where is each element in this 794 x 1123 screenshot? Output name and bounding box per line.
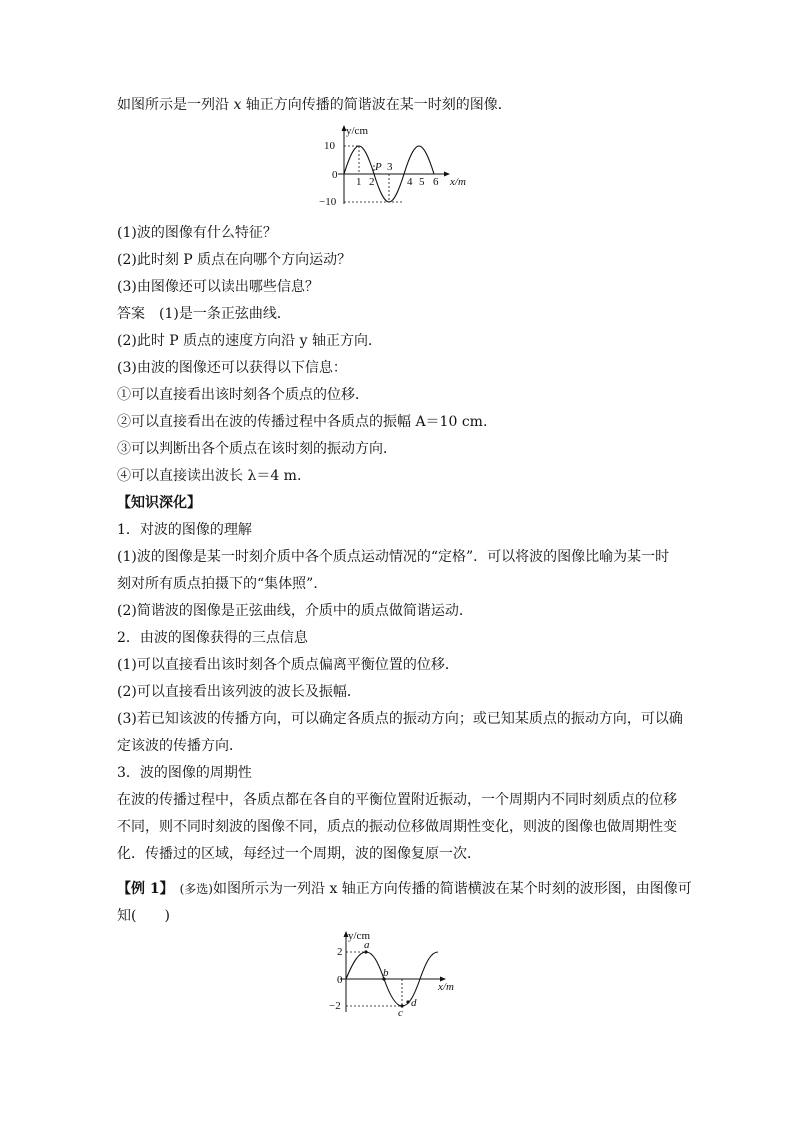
label-a: a <box>364 939 370 951</box>
intro-var-x: x <box>233 97 242 113</box>
example-line-1 <box>117 880 692 898</box>
x-axis-label: x/m <box>450 176 466 188</box>
answer-line-2: (2)此时 P 质点的速度方向沿 y 轴正方向． <box>117 333 382 349</box>
question-1: (1)波的图像有什么特征？ <box>117 225 277 241</box>
knowledge-header: 【知识深化】 <box>117 495 201 511</box>
section-3-para-2: 不同，则不同时刻波的图像不同，质点的振动位移做周期性变化，则波的图像也做周期性变 <box>117 819 677 835</box>
y-tick-0: 0 <box>332 169 338 181</box>
x-tick-5: 5 <box>419 176 425 188</box>
y-tick-10: 10 <box>324 140 335 152</box>
section-2-para-2: (2)可以直接看出该列波的波长及振幅． <box>117 684 361 700</box>
question-3: (3)由图像还可以读出哪些信息？ <box>117 279 319 295</box>
answer-label: 答案 <box>117 306 145 322</box>
x-tick-1: 1 <box>356 176 362 188</box>
section-3-title: 3．波的图像的周期性 <box>117 765 252 781</box>
example-text-2: 知( ) <box>117 908 170 924</box>
y-tick-2: 2 <box>337 946 343 958</box>
example-tag: (多选) <box>179 882 213 896</box>
section-1-para-1a: (1)波的图像是某一时刻介质中各个质点运动情况的“定格”．可以将波的图像比喻为某一时 <box>117 549 670 565</box>
x-tick-2: 2 <box>369 176 375 188</box>
section-1-para-2: (2)简谐波的图像是正弦曲线，介质中的质点做简谐运动． <box>117 603 473 619</box>
point-d <box>406 1000 409 1003</box>
section-2-para-3b: 定该波的传播方向． <box>117 738 243 754</box>
answer-line-3: (3)由波的图像还可以获得以下信息： <box>117 360 347 376</box>
answer-item-4: ④可以直接读出波长 λ＝4 m. <box>117 468 302 484</box>
intro-text <box>117 96 512 114</box>
x-tick-3: 3 <box>387 161 393 173</box>
x-tick-4: 4 <box>407 176 413 188</box>
label-c: c <box>398 1007 403 1017</box>
y-tick-neg10: −10 <box>319 196 337 208</box>
intro-part2: 轴正方向传播的简谐波在某一时刻的图像． <box>241 97 512 113</box>
label-b: b <box>383 967 389 979</box>
section-2-para-3a: (3)若已知该波的传播方向，可以确定各质点的振动方向；或已知某质点的振动方向，可以确 <box>117 711 683 727</box>
example-label: 【例 1】 <box>117 881 174 897</box>
wave-figure-1 <box>316 122 486 214</box>
x-axis-label: x/m <box>438 981 454 993</box>
example-text-1: 如图所示为一列沿 x 轴正方向传播的简谐横波在某个时刻的波形图，由图像可 <box>213 881 692 897</box>
answer-item-3: ③可以判断出各个质点在该时刻的振动方向． <box>117 441 397 457</box>
answer-item-1: ①可以直接看出该时刻各个质点的位移． <box>117 387 369 403</box>
y-tick-0: 0 <box>337 974 343 986</box>
point-p-label: P <box>375 161 382 173</box>
y-tick-neg2: −2 <box>329 1000 341 1012</box>
intro-part1: 如图所示是一列沿 <box>117 97 234 113</box>
section-1-para-1b: 刻对所有质点拍摄下的“集体照”． <box>117 576 328 592</box>
answer-text-1: (1)是一条正弦曲线． <box>159 306 291 322</box>
answer-line-1 <box>117 305 291 323</box>
label-d: d <box>411 997 417 1009</box>
answer-item-2: ②可以直接看出在波的传播过程中各质点的振幅 A＝10 cm. <box>117 414 488 430</box>
section-2-title: 2．由波的图像获得的三点信息 <box>117 630 308 646</box>
question-2: (2)此时刻 P 质点在向哪个方向运动？ <box>117 252 352 268</box>
section-2-para-1: (1)可以直接看出该时刻各个质点偏离平衡位置的位移． <box>117 657 459 673</box>
section-3-para-1: 在波的传播过程中，各质点都在各自的平衡位置附近振动，一个周期内不同时刻质点的位移 <box>117 792 677 808</box>
section-3-para-3: 化．传播过的区域，每经过一个周期，波的图像复原一次． <box>117 846 481 862</box>
section-1-title: 1．对波的图像的理解 <box>117 522 252 538</box>
y-axis-label: y/cm <box>346 125 368 137</box>
wave-figure-2 <box>326 927 466 1017</box>
y-axis-label: y/cm <box>348 930 370 942</box>
x-tick-6: 6 <box>433 176 439 188</box>
